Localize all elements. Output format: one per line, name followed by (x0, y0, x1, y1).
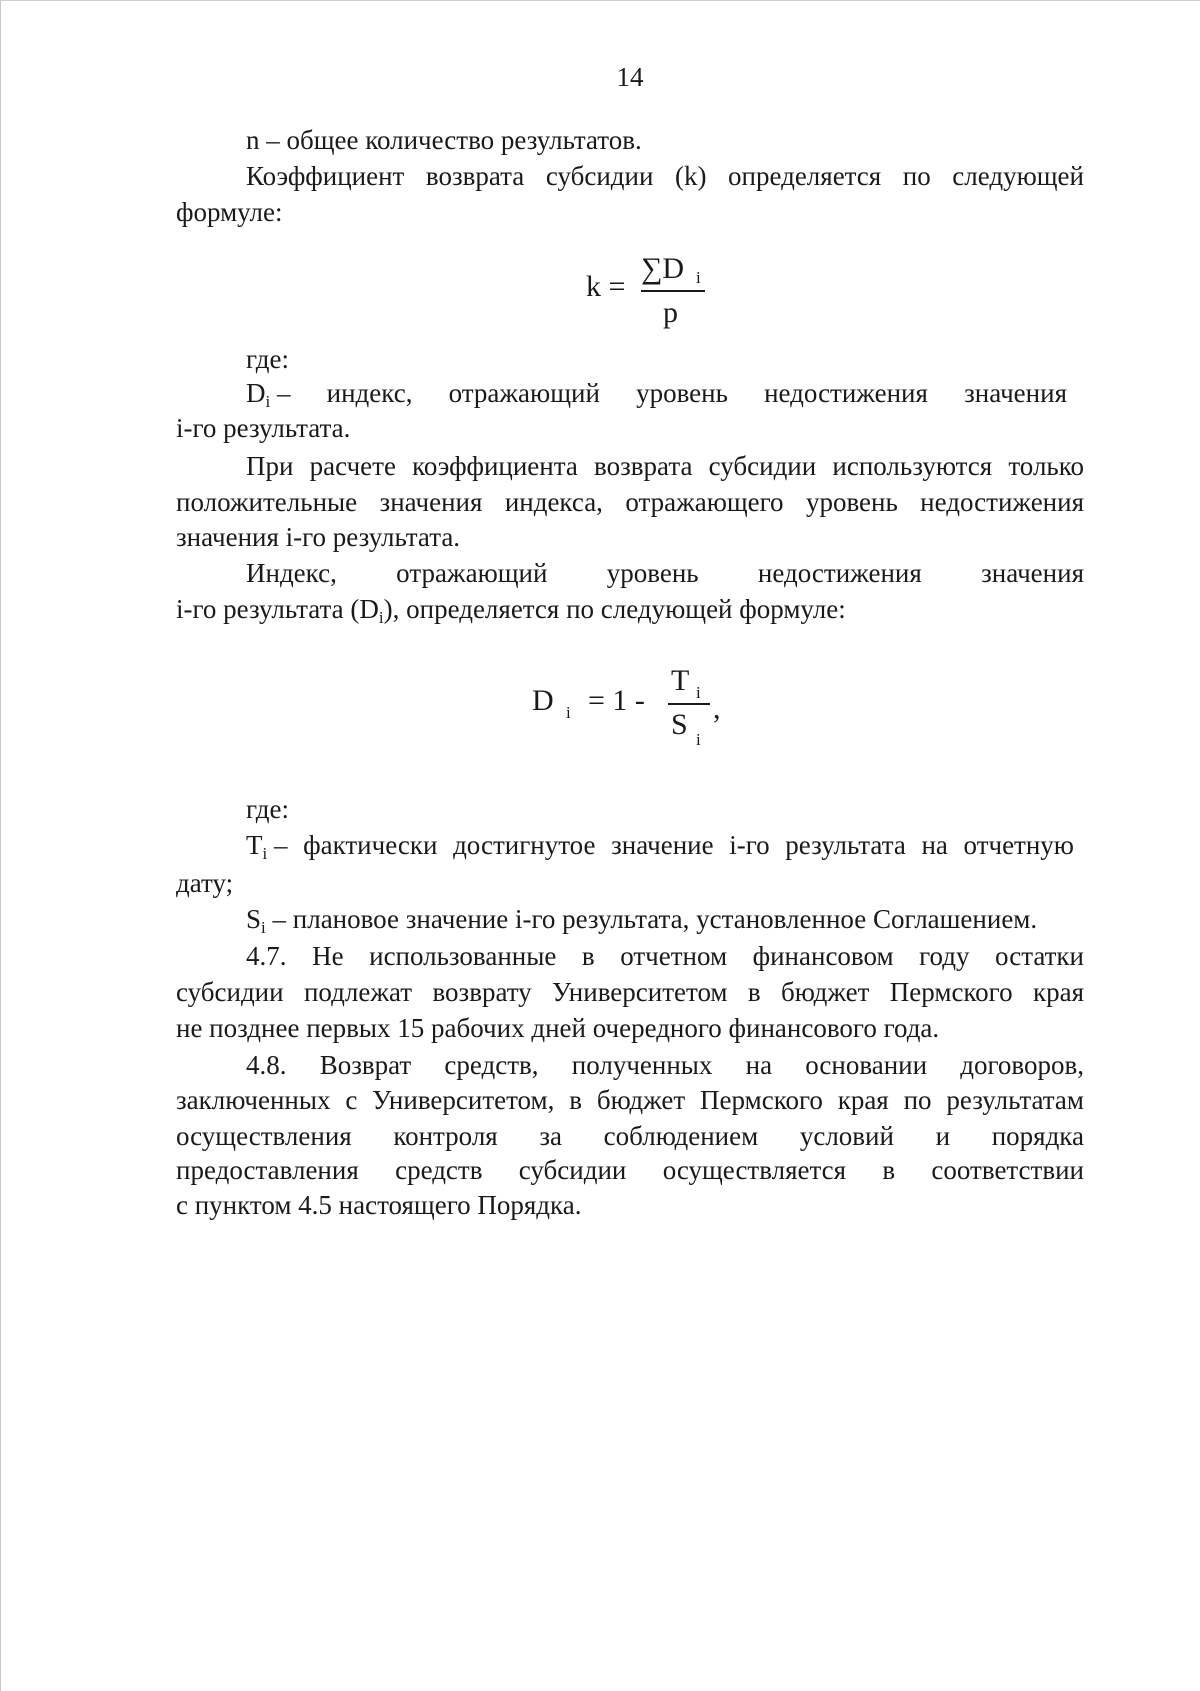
paragraph-line: дату; (176, 868, 234, 898)
formula-d-lhs-sub: i (566, 703, 571, 722)
paragraph-line: не позднее первых 15 рабочих дней очередного финансового года. (176, 1013, 940, 1043)
paragraph-line: 4.8. Возврат средств, полученных на основании договоров, (246, 1050, 1084, 1080)
paragraph-line: формуле: (176, 197, 283, 227)
si-prefix: S (246, 904, 262, 934)
page-number: 14 (616, 62, 644, 92)
si-description: – плановое значение i-го результата, установленное Соглашением. (265, 904, 1038, 934)
paragraph-line: с пунктом 4.5 настоящего Порядка. (176, 1190, 582, 1220)
paragraph-line: 4.7. Не использованные в отчетном финансовом году остатки (246, 941, 1084, 971)
formula-d-lhs: D (532, 684, 554, 717)
paragraph-line: субсидии подлежат возврату Университетом в бюджет Пермского края (176, 977, 1084, 1007)
ti-prefix: T (246, 830, 263, 860)
paragraph-line: При расчете коэффициента возврата субсидии используются только (246, 451, 1084, 481)
paragraph-line: осуществления контроля за соблюдением условий и порядка (176, 1121, 1084, 1151)
scan-edge-left (0, 0, 1, 1691)
ti-description: – фактически достигнутое значение i-го результата на отчетную (273, 830, 1074, 860)
paragraph-line: Индекс, отражающий уровень недостижения значения (246, 558, 1084, 588)
paragraph-line: заключенных с Университетом, в бюджет Пермского края по результатам (176, 1085, 1084, 1115)
formula-d-denominator: S (671, 708, 688, 741)
formula-d-eq: = 1 - (588, 684, 645, 717)
paragraph-line: где: (246, 344, 289, 374)
fraction-bar (668, 703, 710, 705)
di-prefix-sub: i (265, 392, 271, 411)
paragraph-line: n – общее количество результатов. (246, 125, 642, 155)
paragraph-line: положительные значения индекса, отражающего уровень недостижения (176, 487, 1084, 517)
fraction-bar (641, 290, 705, 292)
ti-prefix-sub: i (262, 844, 268, 863)
di-prefix: D (246, 378, 266, 408)
paragraph-line-ti (246, 828, 1084, 862)
di-description: – индекс, отражающий уровень недостижения значения (276, 378, 1067, 408)
paragraph-line: значения i-го результата. (176, 522, 461, 552)
formula-d-numerator-sub: i (696, 683, 701, 702)
formula-k-lhs: k = (586, 270, 626, 303)
formula-k-numerator: ∑D (641, 252, 685, 285)
formula-k-denominator: p (663, 296, 678, 329)
formula-d-denominator-sub: i (696, 730, 701, 749)
formula-k-numerator-sub: i (696, 268, 701, 287)
paragraph-line: Коэффициент возврата субсидии (k) определяется по следующей (246, 161, 1084, 191)
text-run: i-го результата (D (176, 594, 379, 624)
paragraph-line-si (246, 902, 1154, 936)
text-run: ), определяется по следующей формуле: (383, 594, 846, 624)
si-prefix-sub: i (261, 918, 266, 937)
subscript: i (378, 608, 384, 627)
paragraph-line: предоставления средств субсидии осуществляется в соответствии (176, 1155, 1084, 1185)
paragraph-line: где: (246, 794, 289, 824)
paragraph-line (176, 592, 1084, 626)
formula-d-comma: , (713, 692, 721, 725)
paragraph-line: i-го результата. (176, 413, 351, 443)
scan-edge-top (0, 0, 1200, 1)
paragraph-line-di (246, 376, 1084, 410)
formula-d-numerator: T (671, 664, 690, 697)
